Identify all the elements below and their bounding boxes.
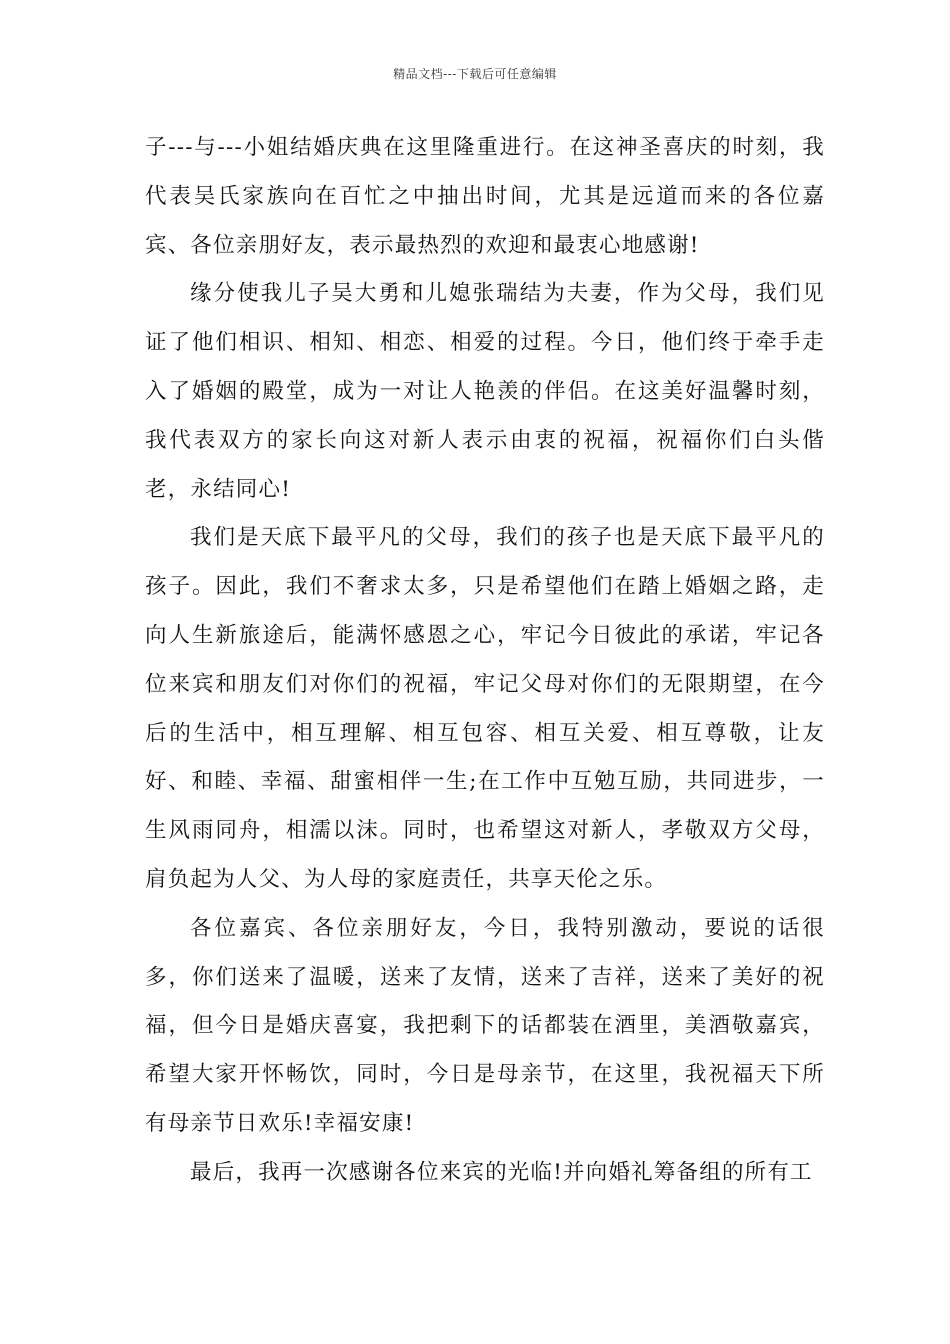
paragraph: 各位嘉宾、各位亲朋好友，今日，我特别激动，要说的话很多，你们送来了温暖，送来了友情，送来了吉祥，送来了美好的祝福，但今日是婚庆喜宴，我把剩下的话都装在酒里，美酒敬嘉宾，希望大家开怀畅饮，同时，今日是母亲节，在这里，我祝福天下所有母亲节日欢乐!幸福安康! bbox=[145, 915, 825, 1136]
page-header: 精品文档---下载后可任意编辑 bbox=[393, 67, 557, 81]
document-body bbox=[145, 124, 825, 1198]
paragraph: 最后，我再一次感谢各位来宾的光临!并向婚礼筹备组的所有工 bbox=[190, 1159, 813, 1185]
paragraph-continuation: 子---与---小姐结婚庆典在这里隆重进行。在这神圣喜庆的时刻，我代表吴氏家族向在百忙之中抽出时间，尤其是远道而来的各位嘉宾、各位亲朋好友，表示最热烈的欢迎和最衷心地感谢! bbox=[145, 135, 825, 258]
paragraph: 我们是天底下最平凡的父母，我们的孩子也是天底下最平凡的孩子。因此，我们不奢求太多，只是希望他们在踏上婚姻之路，走向人生新旅途后，能满怀感恩之心，牢记今日彼此的承诺，牢记各位来宾和朋友们对你们的祝福，牢记父母对你们的无限期望，在今后的生活中，相互理解、相互包容、相互关爱、相互尊敬，让友好、和睦、幸福、甜蜜相伴一生;在工作中互勉互励，共同进步，一生风雨同舟，相濡以沫。同时，也希望这对新人，孝敬双方父母，肩负起为人父、为人母的家庭责任，共享天伦之乐。 bbox=[145, 525, 825, 892]
paragraph: 缘分使我儿子吴大勇和儿媳张瑞结为夫妻，作为父母，我们见证了他们相识、相知、相恋、相爱的过程。今日，他们终于牵手走入了婚姻的殿堂，成为一对让人艳羡的伴侣。在这美好温馨时刻，我代表双方的家长向这对新人表示由衷的祝福，祝福你们白头偕老，永结同心! bbox=[145, 281, 825, 502]
